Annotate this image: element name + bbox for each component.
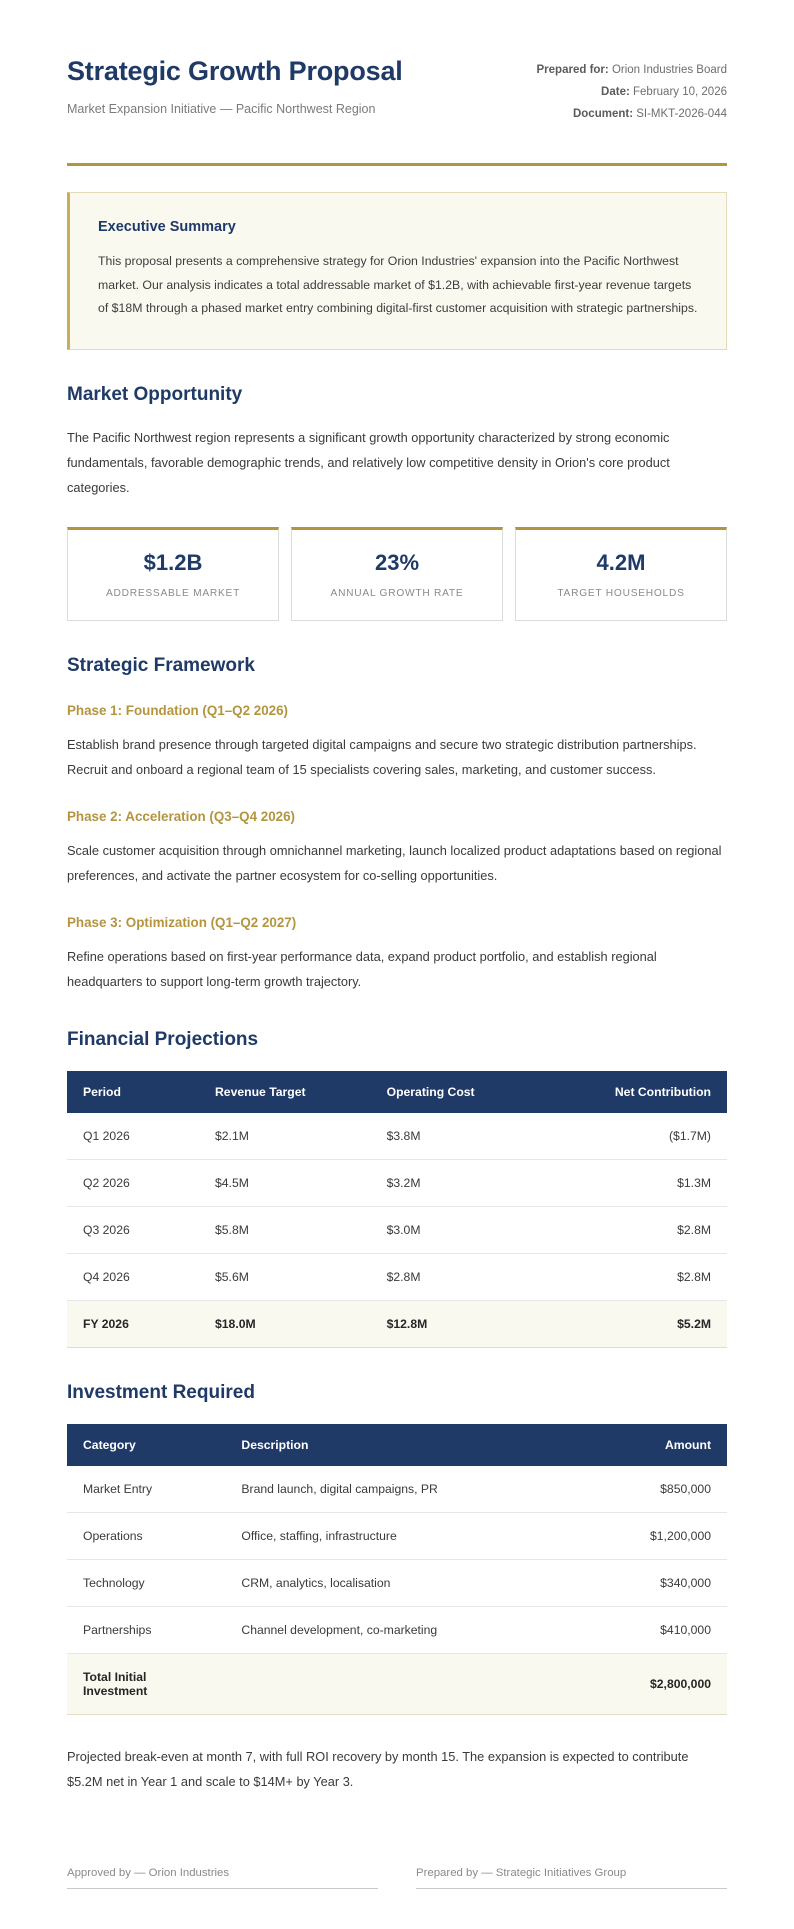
cell-period: Q3 2026 bbox=[67, 1206, 199, 1253]
table-row bbox=[67, 1559, 727, 1606]
header-divider bbox=[67, 163, 727, 166]
cell-cost: $2.8M bbox=[371, 1253, 543, 1300]
phase-text: Refine operations based on first-year performance data, expand product portfolio, and establish regional headquarters to support long-term growth trajectory. bbox=[67, 948, 657, 989]
market-opportunity-text: The Pacific Northwest region represents a significant growth opportunity characterized by strong economic fundamentals, favorable demographic trends, and relatively low competitive density in Orion's core product categories. bbox=[67, 430, 670, 495]
table-row bbox=[67, 1606, 727, 1653]
cell-period: FY 2026 bbox=[67, 1300, 199, 1347]
cell-amount: $850,000 bbox=[555, 1466, 727, 1513]
signature-row bbox=[67, 1867, 727, 1889]
signature-label: Prepared by — Strategic Initiatives Group bbox=[416, 1866, 627, 1879]
meta-date bbox=[537, 81, 727, 103]
meta-prepared-for-label: Prepared for: bbox=[536, 64, 609, 76]
table-header-row bbox=[67, 1071, 727, 1113]
financial-projections-table bbox=[67, 1071, 727, 1348]
stat-card-annual-growth-rate bbox=[291, 527, 503, 621]
column-header-net-contribution: Net Contribution bbox=[542, 1071, 727, 1113]
table-row bbox=[67, 1113, 727, 1160]
table-total-row bbox=[67, 1653, 727, 1714]
document-header bbox=[67, 52, 727, 125]
cell-description: CRM, analytics, localisation bbox=[225, 1559, 555, 1606]
cell-description: Channel development, co-marketing bbox=[225, 1606, 555, 1653]
cell-description: Brand launch, digital campaigns, PR bbox=[225, 1466, 555, 1513]
table-row bbox=[67, 1159, 727, 1206]
title-block bbox=[67, 52, 403, 116]
executive-summary-heading: Executive Summary bbox=[98, 219, 236, 236]
section-financial-projections bbox=[67, 1029, 727, 1348]
cell-net: $2.8M bbox=[542, 1206, 727, 1253]
table-row bbox=[67, 1512, 727, 1559]
section-investment-required bbox=[67, 1382, 727, 1715]
phase-3 bbox=[67, 915, 727, 995]
table-row bbox=[67, 1253, 727, 1300]
cell-period: Q4 2026 bbox=[67, 1253, 199, 1300]
meta-date-value: February 10, 2026 bbox=[633, 86, 727, 99]
table-total-row bbox=[67, 1300, 727, 1347]
phase-2 bbox=[67, 809, 727, 889]
cell-period: Q1 2026 bbox=[67, 1113, 199, 1160]
column-header-category: Category bbox=[67, 1424, 225, 1466]
stat-card-target-households bbox=[515, 527, 727, 621]
section-title-financial-projections: Financial Projections bbox=[67, 1028, 259, 1050]
signature-line bbox=[416, 1888, 727, 1889]
column-header-revenue-target: Revenue Target bbox=[199, 1071, 371, 1113]
phase-text: Scale customer acquisition through omnichannel marketing, launch localized product adaptations based on regional preferences, and activate the partner ecosystem for co-selling opportunities. bbox=[67, 843, 722, 883]
table-header-row bbox=[67, 1424, 727, 1466]
phase-text: Establish brand presence through targeted digital campaigns and secure two strategic distribution partnerships. Recruit and onboard a regional team of 15 specialists covering sales, marketing, and customer success. bbox=[67, 737, 697, 778]
cell-cost: $3.8M bbox=[371, 1113, 543, 1160]
table-header bbox=[67, 1424, 727, 1466]
page-title: Strategic Growth Proposal bbox=[67, 56, 403, 86]
cell-description bbox=[225, 1653, 555, 1714]
phase-title: Phase 3: Optimization (Q1–Q2 2027) bbox=[67, 914, 297, 930]
executive-summary-box bbox=[67, 192, 727, 350]
section-title-market-opportunity: Market Opportunity bbox=[67, 384, 243, 406]
cell-revenue: $5.8M bbox=[199, 1206, 371, 1253]
column-header-operating-cost: Operating Cost bbox=[371, 1071, 543, 1113]
page-subtitle: Market Expansion Initiative — Pacific Northwest Region bbox=[67, 102, 376, 117]
cell-period: Q2 2026 bbox=[67, 1159, 199, 1206]
cell-revenue: $5.6M bbox=[199, 1253, 371, 1300]
section-market-opportunity bbox=[67, 384, 727, 621]
signature-label: Approved by — Orion Industries bbox=[67, 1866, 230, 1879]
meta-prepared-for-value: Orion Industries Board bbox=[611, 64, 727, 76]
cell-amount: $1,200,000 bbox=[555, 1512, 727, 1559]
cell-net: $2.8M bbox=[542, 1253, 727, 1300]
column-header-amount: Amount bbox=[555, 1424, 727, 1466]
cell-amount: $340,000 bbox=[555, 1559, 727, 1606]
cell-category: Technology bbox=[67, 1559, 225, 1606]
stat-label: ADDRESSABLE MARKET bbox=[105, 588, 241, 600]
section-title-investment-required: Investment Required bbox=[67, 1381, 255, 1403]
stat-cards-row bbox=[67, 527, 727, 621]
meta-date-label: Date: bbox=[601, 86, 630, 99]
cell-description: Office, staffing, infrastructure bbox=[225, 1512, 555, 1559]
signature-line bbox=[67, 1888, 378, 1889]
cell-net: ($1.7M) bbox=[542, 1113, 727, 1160]
document-metadata bbox=[537, 52, 727, 125]
table-row bbox=[67, 1206, 727, 1253]
meta-document-id-value: SI-MKT-2026-044 bbox=[636, 108, 727, 121]
table-header bbox=[67, 1071, 727, 1113]
investment-required-table bbox=[67, 1424, 727, 1715]
stat-label: ANNUAL GROWTH RATE bbox=[330, 588, 464, 600]
cell-amount: $410,000 bbox=[555, 1606, 727, 1653]
meta-document-id-label: Document: bbox=[572, 108, 634, 121]
phase-title: Phase 1: Foundation (Q1–Q2 2026) bbox=[67, 703, 289, 719]
cell-net: $5.2M bbox=[542, 1300, 727, 1347]
stat-value: 4.2M bbox=[596, 549, 646, 575]
section-strategic-framework bbox=[67, 655, 727, 995]
stat-label: TARGET HOUSEHOLDS bbox=[557, 588, 685, 600]
cell-amount: $2,800,000 bbox=[555, 1653, 727, 1714]
executive-summary-text: This proposal presents a comprehensive strategy for Orion Industries' expansion into the Pacific Northwest market. Our analysis indicates a total addressable market of $1.2B, with achievable first-year revenue targets of $18M through a phased market entry combining digital-first customer acquisition with strategic partnerships. bbox=[98, 254, 698, 316]
cell-category: Market Entry bbox=[67, 1466, 225, 1513]
cell-category: Partnerships bbox=[67, 1606, 225, 1653]
cell-net: $1.3M bbox=[542, 1159, 727, 1206]
table-row bbox=[67, 1466, 727, 1513]
cell-revenue: $2.1M bbox=[199, 1113, 371, 1160]
meta-document-id bbox=[537, 103, 727, 125]
column-header-period: Period bbox=[67, 1071, 199, 1113]
cell-category: Operations bbox=[67, 1512, 225, 1559]
column-header-description: Description bbox=[225, 1424, 555, 1466]
section-title-strategic-framework: Strategic Framework bbox=[67, 655, 255, 677]
cell-revenue: $18.0M bbox=[199, 1300, 371, 1347]
table-body bbox=[67, 1113, 727, 1348]
table-body bbox=[67, 1466, 727, 1715]
phase-title: Phase 2: Acceleration (Q3–Q4 2026) bbox=[67, 809, 296, 825]
closing-note: Projected break-even at month 7, with full ROI recovery by month 15. The expansion is expected to contribute $5.2M net in Year 1 and scale to $14M+ by Year 3. bbox=[67, 1748, 689, 1789]
signature-prepared-by bbox=[416, 1867, 727, 1889]
stat-value: 23% bbox=[374, 549, 420, 575]
phase-1 bbox=[67, 703, 727, 783]
signature-approved-by bbox=[67, 1867, 378, 1889]
cell-cost: $3.0M bbox=[371, 1206, 543, 1253]
stat-value: $1.2B bbox=[143, 549, 203, 575]
cell-revenue: $4.5M bbox=[199, 1159, 371, 1206]
meta-prepared-for bbox=[537, 59, 727, 81]
cell-category: Total Initial Investment bbox=[67, 1653, 225, 1714]
cell-cost: $3.2M bbox=[371, 1159, 543, 1206]
cell-cost: $12.8M bbox=[371, 1300, 543, 1347]
stat-card-addressable-market bbox=[67, 527, 279, 621]
